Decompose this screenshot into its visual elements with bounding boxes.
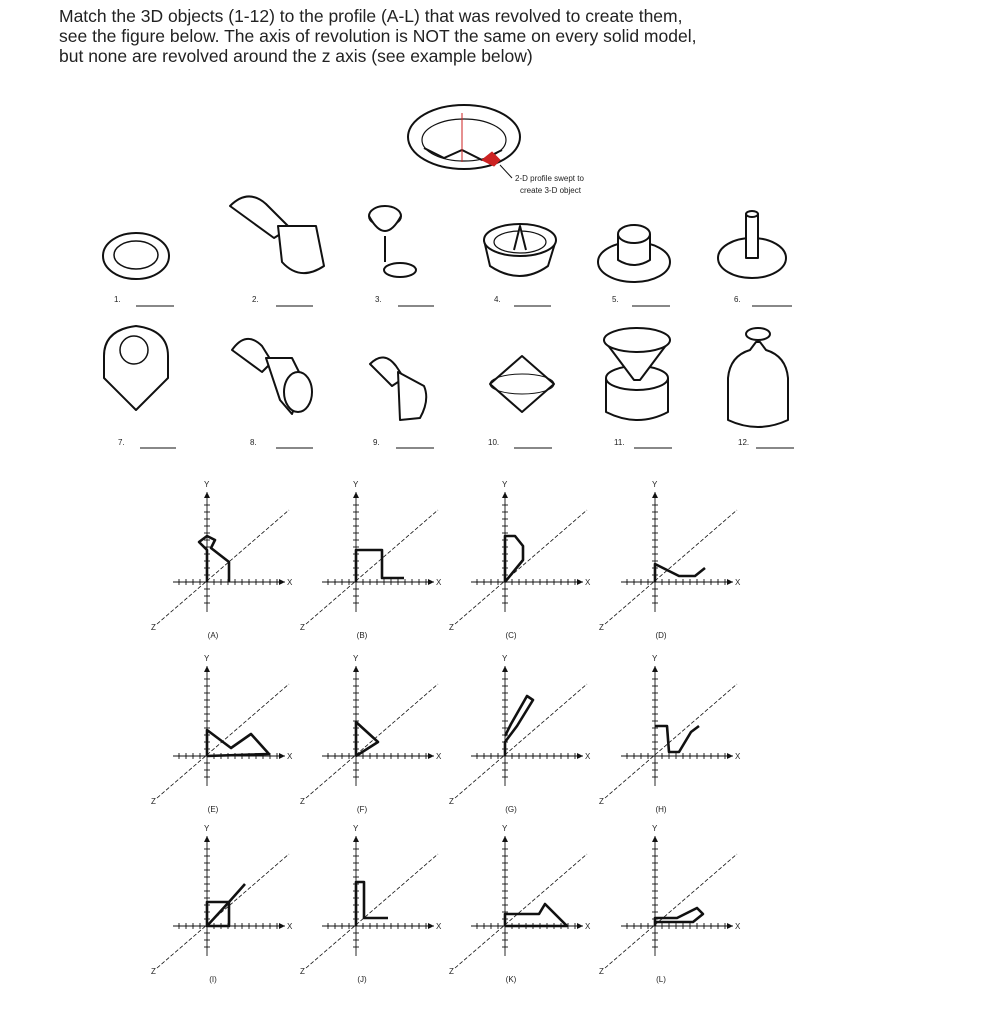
- object-5: [598, 225, 670, 306]
- z-axis: [455, 854, 587, 968]
- x-axis-label: X: [735, 752, 741, 761]
- z-axis-label: Z: [151, 967, 156, 976]
- object-number-9: 9.: [373, 438, 380, 447]
- object-9: [370, 357, 434, 448]
- z-axis: [455, 684, 587, 798]
- object-number-7: 7.: [118, 438, 125, 447]
- x-axis-label: X: [585, 752, 591, 761]
- profile-l: [599, 824, 741, 984]
- z-axis: [306, 510, 438, 624]
- profile-label-d: (D): [655, 631, 667, 640]
- profile-shape-i: [207, 884, 245, 926]
- y-axis-label: Y: [502, 654, 508, 663]
- object-number-11: 11.: [614, 438, 625, 447]
- example-caption-line-2: create 3-D object: [520, 186, 581, 195]
- object-10: [488, 356, 554, 448]
- y-axis-label: Y: [204, 654, 210, 663]
- profile-shape-k: [505, 904, 567, 926]
- profile-label-f: (F): [356, 805, 368, 814]
- y-axis-label: Y: [652, 654, 658, 663]
- profile-label-l: (L): [656, 975, 666, 984]
- prompt-line-3: but none are revolved around the z axis (see example below): [59, 46, 533, 66]
- object-1: [103, 233, 174, 306]
- profile-shape-g: [505, 696, 533, 756]
- object-number-3: 3.: [375, 295, 382, 304]
- z-axis: [157, 854, 289, 968]
- object-8: [232, 339, 313, 448]
- x-axis-label: X: [585, 578, 591, 587]
- z-axis: [306, 854, 438, 968]
- z-axis-label: Z: [599, 623, 604, 632]
- profile-label-g: (G): [505, 805, 517, 814]
- profile-shape-e: [207, 730, 269, 756]
- profile-shape-f: [356, 722, 378, 756]
- profile-label-e: (E): [207, 805, 219, 814]
- z-axis-label: Z: [300, 623, 305, 632]
- y-axis-label: Y: [502, 480, 508, 489]
- prompt-line-2: see the figure below. The axis of revolution is NOT the same on every solid model,: [59, 26, 697, 46]
- z-axis-label: Z: [151, 797, 156, 806]
- z-axis: [605, 684, 737, 798]
- z-axis-label: Z: [599, 967, 604, 976]
- z-axis-label: Z: [300, 797, 305, 806]
- profile-label-a: (A): [207, 631, 219, 640]
- object-11: [604, 328, 672, 448]
- object-number-5: 5.: [612, 295, 619, 304]
- profile-h: [599, 654, 741, 814]
- profile-e: [151, 654, 293, 814]
- profile-b: [300, 480, 442, 640]
- y-axis-label: Y: [353, 824, 359, 833]
- profile-shape-d: [655, 564, 705, 582]
- x-axis-label: X: [287, 752, 293, 761]
- y-axis-label: Y: [652, 480, 658, 489]
- x-axis-label: X: [436, 752, 442, 761]
- profile-f: [300, 654, 442, 814]
- profile-label-b: (B): [356, 631, 368, 640]
- x-axis-label: X: [436, 922, 442, 931]
- object-7: [104, 326, 176, 448]
- object-number-10: 10.: [488, 438, 500, 447]
- z-axis: [605, 854, 737, 968]
- object-number-2: 2.: [252, 295, 259, 304]
- example-object: [408, 105, 584, 195]
- z-axis: [306, 684, 438, 798]
- profile-c: [449, 480, 591, 640]
- x-axis-label: X: [585, 922, 591, 931]
- profile-label-c: (C): [505, 631, 517, 640]
- profile-j: [300, 824, 442, 984]
- profile-i: [151, 824, 293, 984]
- x-axis-label: X: [436, 578, 442, 587]
- profile-label-j: (J): [357, 975, 367, 984]
- object-2: [230, 196, 324, 306]
- y-axis-label: Y: [502, 824, 508, 833]
- object-number-12: 12.: [738, 438, 750, 447]
- profile-shape-h: [655, 726, 699, 752]
- profile-grid: [151, 480, 741, 984]
- object-number-4: 4.: [494, 295, 501, 304]
- z-axis-label: Z: [449, 623, 454, 632]
- y-axis-label: Y: [353, 654, 359, 663]
- profile-a: [151, 480, 293, 640]
- z-axis: [157, 510, 289, 624]
- z-axis-label: Z: [449, 797, 454, 806]
- object-4: [484, 224, 556, 306]
- profile-label-k: (K): [505, 975, 517, 984]
- profile-g: [449, 654, 591, 814]
- y-axis-label: Y: [652, 824, 658, 833]
- object-number-1: 1.: [114, 295, 121, 304]
- z-axis: [605, 510, 737, 624]
- profile-d: [599, 480, 741, 640]
- y-axis-label: Y: [204, 824, 210, 833]
- z-axis: [455, 510, 587, 624]
- z-axis-label: Z: [449, 967, 454, 976]
- profile-label-i: (I): [209, 975, 217, 984]
- y-axis-label: Y: [204, 480, 210, 489]
- profile-shape-l: [655, 908, 703, 926]
- x-axis-label: X: [287, 922, 293, 931]
- example-caption-line-1: 2-D profile swept to: [515, 174, 584, 183]
- y-axis-label: Y: [353, 480, 359, 489]
- profile-shape-b: [356, 550, 404, 582]
- object-number-6: 6.: [734, 295, 741, 304]
- object-12: [728, 328, 794, 448]
- profile-shape-j: [356, 882, 388, 926]
- object-6: [718, 211, 792, 306]
- object-3: [369, 206, 434, 306]
- x-axis-label: X: [735, 922, 741, 931]
- z-axis-label: Z: [300, 967, 305, 976]
- z-axis-label: Z: [599, 797, 604, 806]
- x-axis-label: X: [735, 578, 741, 587]
- profile-k: [449, 824, 591, 984]
- z-axis-label: Z: [151, 623, 156, 632]
- x-axis-label: X: [287, 578, 293, 587]
- object-number-8: 8.: [250, 438, 257, 447]
- prompt-line-1: Match the 3D objects (1-12) to the profile (A-L) that was revolved to create them,: [59, 6, 683, 26]
- profile-label-h: (H): [655, 805, 667, 814]
